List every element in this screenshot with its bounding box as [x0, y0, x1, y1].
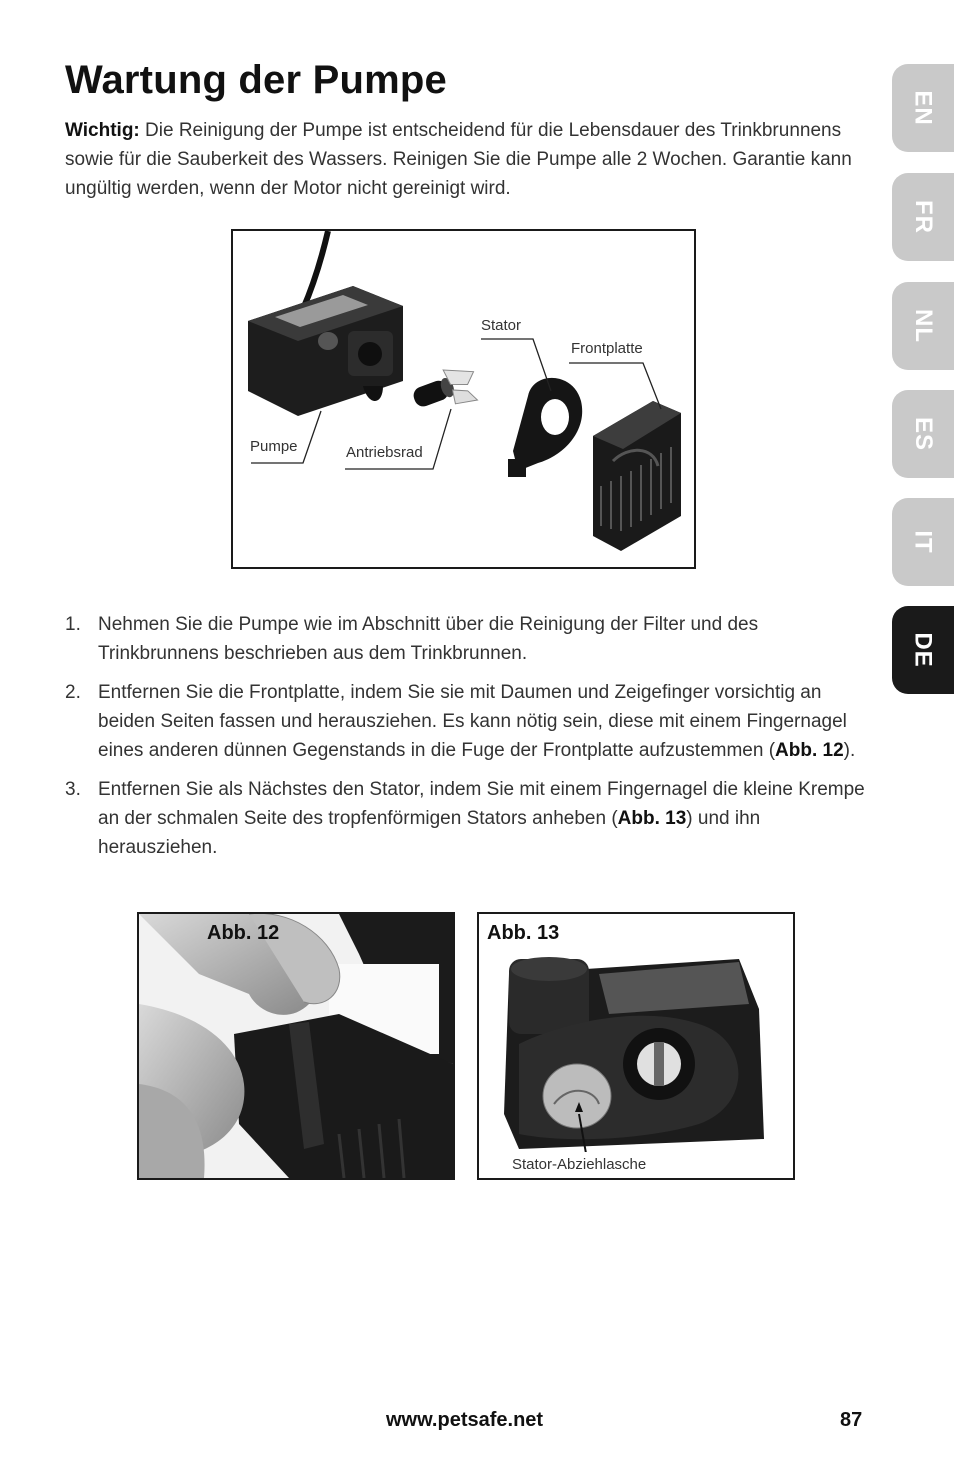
tab-de[interactable] — [892, 606, 954, 694]
pump-exploded-figure — [231, 229, 696, 569]
step-item — [65, 678, 865, 765]
page-number: 87 — [840, 1409, 863, 1431]
intro-text: Die Reinigung der Pumpe ist entscheidend für die Lebensdauer des Trinkbrunnens sowie für die Sauberkeit des Wassers. Reinigen Sie die Pumpe alle 2 Wochen. Garantie kann ungültig werden, wenn der Motor nicht gereinigt wird. — [65, 120, 852, 199]
step-text-end: ) und ihn herausziehen. — [98, 808, 761, 858]
label-antriebsrad: Antriebsrad — [346, 444, 423, 461]
abb12-caption: Abb. 12 — [207, 922, 280, 944]
figure-reference: Abb. 12 — [775, 740, 844, 761]
label-frontplatte: Frontplatte — [571, 340, 643, 357]
intro-label: Wichtig: — [65, 120, 140, 141]
pump-exploded-illustration — [233, 231, 694, 567]
step-text: Entfernen Sie die Frontplatte, indem Sie sie mit Daumen und Zeigefinger vorsichtig an beiden Seiten fassen und herausziehen. Es kann nötig sein, diese mit einem Fingernagel eines anderen dünnen Gegenstands in die Fuge der Frontplatte aufzustemmen ( — [98, 682, 847, 761]
tab-en-label: EN — [910, 90, 937, 126]
tab-en[interactable] — [892, 64, 954, 152]
tab-nl-label: NL — [910, 309, 937, 343]
tab-de-label: DE — [910, 632, 937, 668]
step-number: 2. — [65, 682, 81, 703]
figure-reference: Abb. 13 — [617, 808, 687, 829]
intro-paragraph — [65, 116, 875, 203]
tab-nl[interactable] — [892, 282, 954, 370]
abb13-photo — [479, 914, 793, 1178]
tab-it[interactable] — [892, 498, 954, 586]
pump-body — [248, 286, 403, 416]
stator — [508, 378, 582, 477]
label-stator: Stator — [481, 317, 522, 334]
page-title: Wartung der Pumpe — [65, 58, 447, 102]
abb13-caption: Abb. 13 — [487, 922, 560, 944]
abb12-photo — [139, 914, 453, 1178]
tab-es-label: ES — [909, 416, 937, 452]
label-pumpe: Pumpe — [250, 438, 298, 455]
tab-es[interactable] — [892, 390, 954, 478]
instruction-steps — [65, 610, 865, 872]
step-text: Nehmen Sie die Pumpe wie im Abschnitt über die Reinigung der Filter und des Trinkbrunnens beschrieben aus dem Trinkbrunnen. — [98, 614, 759, 664]
footer-url[interactable]: www.petsafe.net — [386, 1409, 544, 1431]
figure-abb13 — [477, 912, 795, 1180]
step-item — [65, 775, 865, 862]
step-number: 1. — [65, 614, 81, 635]
step-text-end: ). — [843, 740, 856, 761]
impeller — [408, 360, 483, 420]
step-item — [65, 610, 865, 668]
figure-abb12 — [137, 912, 455, 1180]
front-plate — [593, 401, 681, 551]
tab-fr[interactable] — [892, 173, 954, 261]
tab-fr-label: FR — [910, 200, 937, 234]
label-stator-pull-tab: Stator-Abziehlasche — [512, 1156, 647, 1173]
step-number: 3. — [65, 779, 81, 800]
tab-it-label: IT — [909, 530, 937, 554]
step-text: Entfernen Sie als Nächstes den Stator, indem Sie mit einem Fingernagel die kleine Krempe an der schmalen Seite des tropfenförmigen Stators anheben ( — [98, 779, 865, 829]
